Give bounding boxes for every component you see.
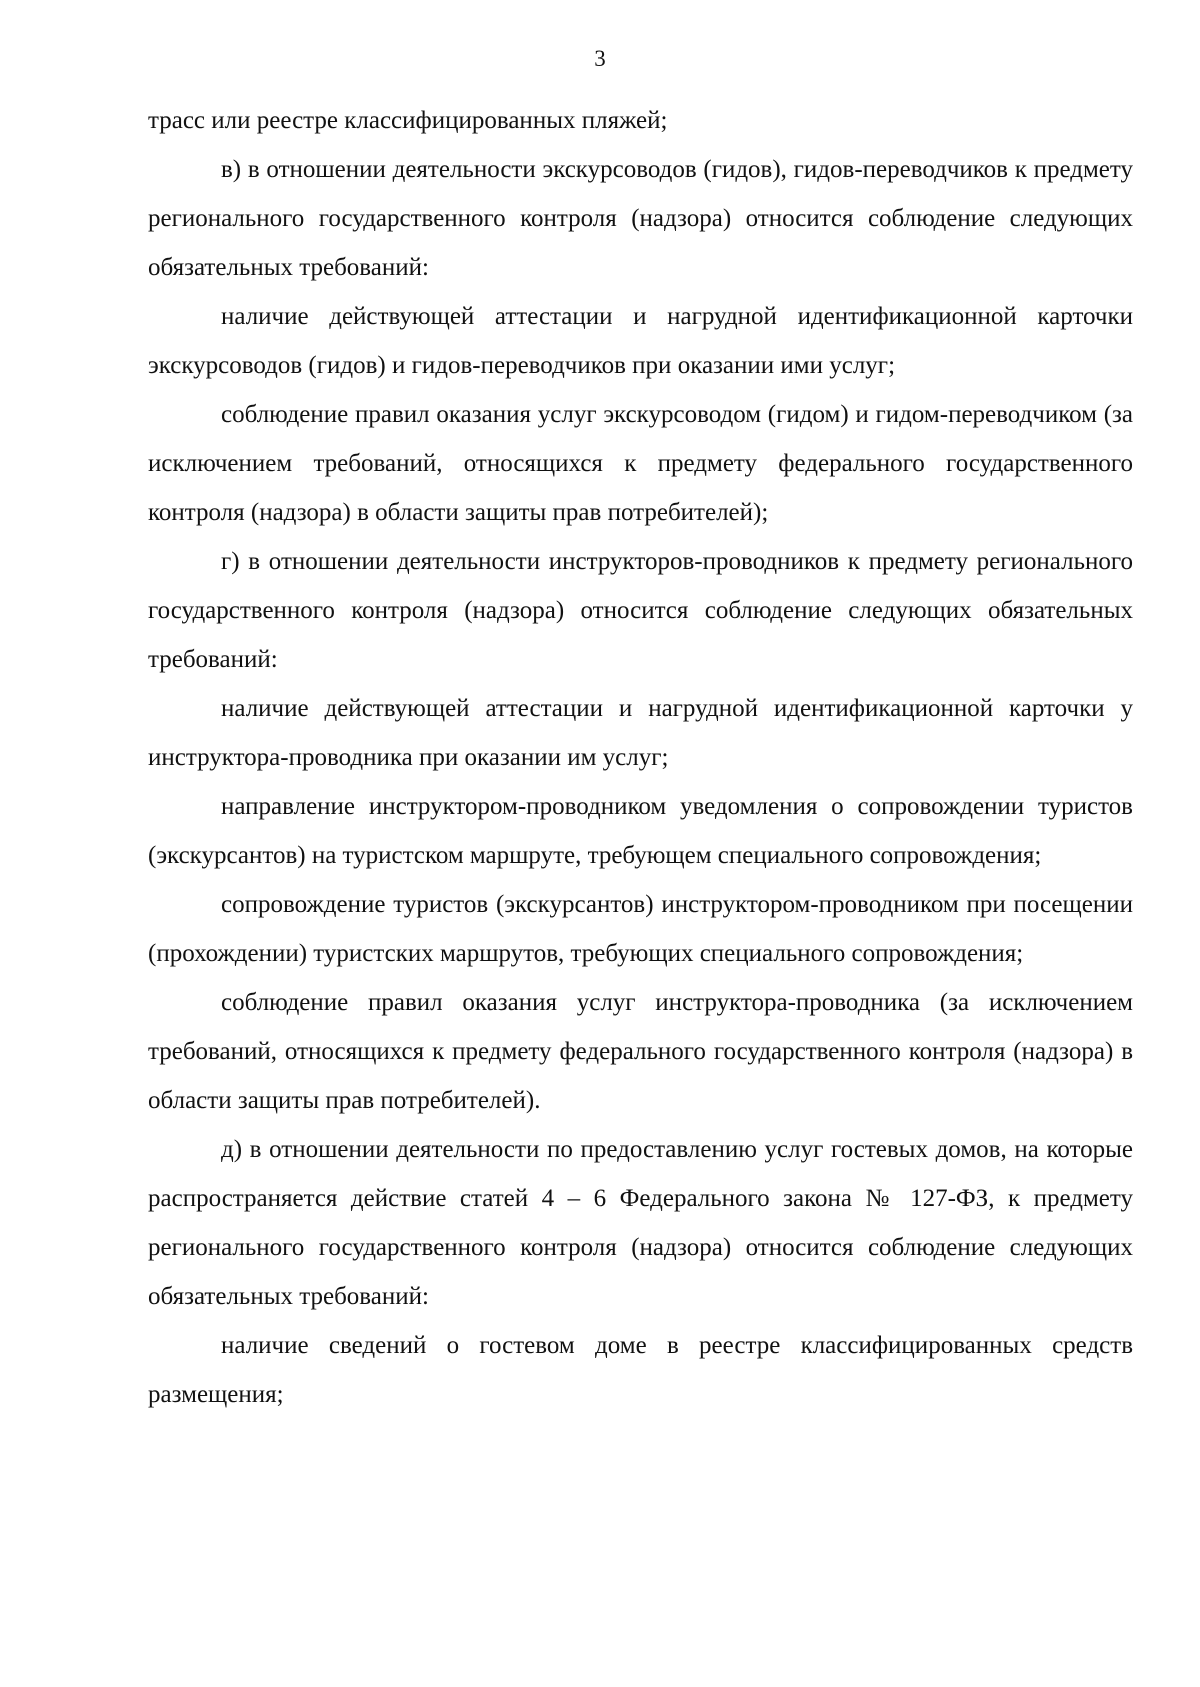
paragraph: сопровождение туристов (экскурсантов) инструктором-проводником при посещении (прохождении) туристских маршрутов, требующих специального сопровождения; [148,891,1133,967]
paragraph: наличие сведений о гостевом доме в реестре классифицированных средств размещения; [148,1332,1133,1408]
paragraph: наличие действующей аттестации и нагрудной идентификационной карточки у инструктора-проводника при оказании им услуг; [148,695,1133,771]
paragraph: соблюдение правил оказания услуг инструктора-проводника (за исключением требований, относящихся к предмету федерального государственного контроля (надзора) в области защиты прав потребителей). [148,989,1133,1114]
paragraph: д) в отношении деятельности по предоставлению услуг гостевых домов, на которые распространяется действие статей 4 – 6 Федерального закона № 127-ФЗ, к предмету регионального государственного контроля (надзора) относится соблюдение следующих обязательных требований: [148,1136,1133,1310]
paragraph: в) в отношении деятельности экскурсоводов (гидов), гидов-переводчиков к предмету регионального государственного контроля (надзора) относится соблюдение следующих обязательных требований: [148,156,1133,281]
paragraph: направление инструктором-проводником уведомления о сопровождении туристов (экскурсантов) на туристском маршруте, требующем специального сопровождения; [148,793,1133,869]
paragraph: г) в отношении деятельности инструкторов-проводников к предмету регионального государственного контроля (надзора) относится соблюдение следующих обязательных требований: [148,548,1133,673]
paragraph: трасс или реестре классифицированных пляжей; [148,107,668,134]
page-number: 3 [594,46,606,71]
document-body [148,96,1133,1419]
paragraph: наличие действующей аттестации и нагрудной идентификационной карточки экскурсоводов (гидов) и гидов-переводчиков при оказании ими услуг; [148,303,1133,379]
paragraph: соблюдение правил оказания услуг экскурсоводом (гидом) и гидом-переводчиком (за исключением требований, относящихся к предмету федерального государственного контроля (надзора) в области защиты прав потребителей); [148,401,1133,526]
